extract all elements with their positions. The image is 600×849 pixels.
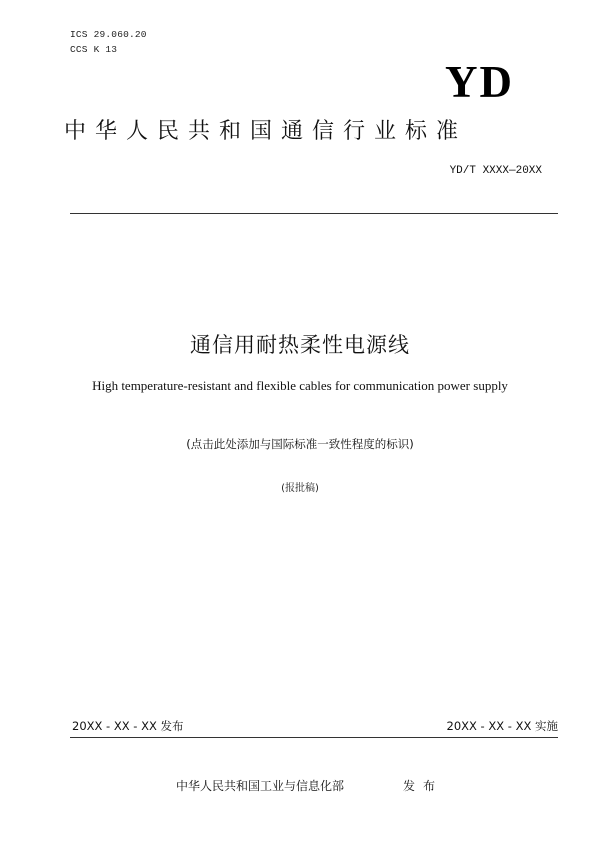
issue-verb: 发布 xyxy=(403,779,444,793)
industry-standard-title: 中华人民共和国通信行业标准 xyxy=(64,119,468,144)
bottom-divider xyxy=(70,737,558,738)
top-divider xyxy=(70,213,558,214)
ics-code: ICS 29.060.20 xyxy=(70,29,147,40)
draft-status: (报批稿) xyxy=(281,483,319,494)
issue-date: 20XX - XX - XX 发布 xyxy=(72,719,184,733)
standard-number: YD/T XXXX—20XX xyxy=(449,165,542,177)
ccs-code: CCS K 13 xyxy=(70,44,118,55)
document-title-english: High temperature-resistant and flexible cables for communication power supply xyxy=(92,378,508,393)
consistency-note: (点击此处添加与国际标准一致性程度的标识) xyxy=(186,437,414,451)
implementation-date: 20XX - XX - XX 实施 xyxy=(446,719,558,733)
yd-logo: YD xyxy=(445,57,514,107)
document-title-chinese: 通信用耐热柔性电源线 xyxy=(190,333,410,357)
issuing-authority: 中华人民共和国工业与信息化部 xyxy=(176,779,345,793)
